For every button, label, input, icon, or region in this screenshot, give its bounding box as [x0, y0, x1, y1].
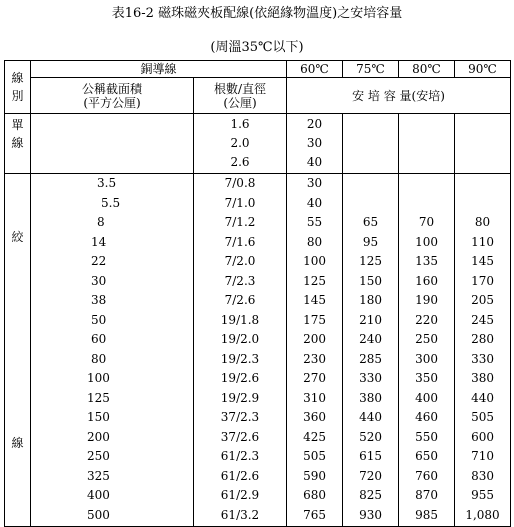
single-area-column — [31, 114, 194, 174]
stranded-size-cell: 7/1.0 — [224, 195, 256, 210]
stranded-area-cell: 14 — [91, 234, 107, 249]
stranded-60-cell: 125 — [303, 273, 326, 288]
stranded-60-cell: 590 — [303, 468, 326, 483]
stranded-75-cell: 150 — [359, 273, 382, 288]
single-80-cell — [399, 153, 454, 172]
single-wire-label: 單線 — [5, 114, 31, 174]
nominal-area-unit: (平方公厘) — [83, 95, 141, 110]
stranded-size-cell: 61/2.6 — [220, 468, 260, 483]
stranded-size-column — [194, 174, 287, 527]
stranded-80-cell: 550 — [415, 429, 438, 444]
stranded-60-cell: 200 — [303, 332, 326, 346]
stranded-size-cell: 19/1.8 — [220, 312, 260, 327]
stranded-75-cell: 930 — [359, 507, 382, 522]
single-75-cell — [343, 134, 398, 153]
stranded-60-cell: 505 — [303, 449, 326, 463]
stranded-size-cell: 7/2.3 — [224, 273, 256, 288]
stranded-area-cell: 150 — [87, 410, 110, 424]
single-75-column — [343, 114, 399, 174]
stranded-size-cell: 37/2.3 — [220, 410, 260, 424]
stranded-80-cell: 870 — [415, 488, 438, 502]
stranded-size-cell: 19/2.3 — [220, 351, 260, 366]
nominal-area-label: 公稱截面積 — [81, 81, 142, 96]
stranded-75-cell: 720 — [359, 468, 382, 483]
temp-80-header: 80℃ — [399, 61, 455, 78]
stranded-90-cell: 280 — [471, 332, 494, 346]
stranded-90-cell: 205 — [471, 293, 494, 307]
single-area-cell — [31, 134, 193, 153]
single-90-column — [455, 114, 511, 174]
stranded-90-cell: 1,080 — [465, 507, 500, 522]
stranded-area-cell: 100 — [87, 371, 110, 385]
stranded-80-cell: 70 — [418, 215, 435, 229]
stranded-area-cell: 200 — [87, 429, 110, 444]
temp-75-header: 75℃ — [343, 61, 399, 78]
stranded-80-cell: 100 — [415, 234, 438, 249]
stranded-75-cell — [343, 194, 398, 214]
single-90-cell — [455, 134, 510, 153]
stranded-75-cell: 210 — [359, 312, 382, 327]
stranded-area-cell: 250 — [87, 449, 110, 463]
stranded-60-cell: 230 — [303, 351, 326, 366]
stranded-area-cell: 8 — [97, 215, 105, 229]
stranded-80-cell: 160 — [415, 273, 438, 288]
temp-90-header: 90℃ — [455, 61, 511, 78]
single-75-cell — [343, 115, 398, 134]
single-90-cell — [455, 153, 510, 172]
stranded-90-cell: 955 — [471, 488, 494, 502]
stranded-90-cell: 80 — [474, 215, 491, 229]
single-size-cell: 2.6 — [230, 155, 250, 169]
stranded-label-top: 絞 — [11, 230, 24, 244]
single-size-cell: 1.6 — [230, 117, 250, 131]
stranded-size-cell: 19/2.9 — [220, 390, 260, 405]
stranded-area-cell: 125 — [87, 390, 110, 405]
stranded-75-cell — [343, 174, 398, 194]
stranded-size-cell: 61/2.3 — [220, 449, 260, 463]
stranded-60-cell: 80 — [306, 234, 323, 249]
ampacity-table — [4, 60, 511, 527]
stranded-area-cell: 22 — [91, 254, 107, 268]
single-80-cell — [399, 115, 454, 134]
stranded-75-cell: 615 — [359, 449, 382, 463]
single-75-cell — [343, 153, 398, 172]
stranded-80-cell: 400 — [415, 390, 438, 405]
stranded-60-cell: 425 — [303, 429, 326, 444]
stranded-area-cell: 80 — [91, 351, 107, 366]
stranded-60-cell: 40 — [306, 195, 323, 210]
stranded-80-cell: 135 — [415, 254, 438, 268]
stranded-60-cell: 310 — [303, 390, 326, 405]
single-80-cell — [399, 134, 454, 153]
stranded-75-cell: 125 — [359, 254, 382, 268]
stranded-area-column — [31, 174, 194, 527]
single-60-cell: 40 — [306, 155, 323, 169]
stranded-80-cell: 300 — [415, 351, 438, 366]
stranded-size-cell: 7/2.0 — [224, 254, 256, 268]
stranded-size-cell: 61/2.9 — [220, 488, 260, 502]
stranded-60-cell: 30 — [306, 176, 323, 190]
ampacity-header: 安 培 容 量(安培) — [287, 78, 511, 114]
stranded-80-cell — [399, 194, 454, 214]
table-title: 表16-2 磁珠磁夾板配線(依絕緣物溫度)之安培容量 — [111, 6, 403, 21]
stranded-75-column — [343, 174, 399, 527]
stranded-75-cell: 240 — [359, 332, 382, 346]
stranded-80-cell: 250 — [415, 332, 438, 346]
single-area-cell — [31, 153, 193, 172]
stranded-80-cell: 460 — [415, 410, 438, 424]
stranded-90-cell: 440 — [471, 390, 494, 405]
stranded-90-cell: 710 — [471, 449, 494, 463]
stranded-area-cell: 38 — [91, 293, 107, 307]
stranded-75-cell: 330 — [359, 371, 382, 385]
stranded-60-cell: 765 — [303, 507, 326, 522]
stranded-size-cell: 61/3.2 — [220, 507, 260, 522]
stranded-60-cell: 55 — [306, 215, 323, 229]
stranded-90-cell: 170 — [471, 273, 494, 288]
stranded-size-cell: 7/1.2 — [224, 215, 256, 229]
stranded-area-cell: 3.5 — [97, 176, 117, 190]
stranded-60-cell: 680 — [303, 488, 326, 502]
stranded-75-cell: 380 — [359, 390, 382, 405]
stranded-area-cell: 400 — [87, 488, 110, 502]
count-diameter-label: 根數/直徑 — [213, 81, 267, 96]
stranded-size-cell: 19/2.6 — [220, 371, 260, 385]
stranded-80-cell: 190 — [415, 293, 438, 307]
stranded-wire-label — [5, 174, 31, 527]
single-80-column — [399, 114, 455, 174]
nominal-area-header — [31, 78, 194, 114]
stranded-60-column — [287, 174, 343, 527]
stranded-75-cell: 65 — [362, 215, 379, 229]
single-size-column — [194, 114, 287, 174]
stranded-75-cell: 825 — [359, 488, 382, 502]
stranded-75-cell: 440 — [359, 410, 382, 424]
stranded-60-cell: 145 — [303, 293, 326, 307]
ambient-condition: (周溫35℃以下) — [210, 40, 304, 55]
stranded-area-cell: 30 — [91, 273, 107, 288]
stranded-90-cell: 330 — [471, 351, 494, 366]
stranded-75-cell: 180 — [359, 293, 382, 307]
stranded-label-bottom: 線 — [11, 436, 24, 450]
stranded-80-cell: 650 — [415, 449, 438, 463]
count-diameter-unit: (公厘) — [223, 95, 257, 110]
single-90-cell — [455, 115, 510, 134]
stranded-90-cell: 145 — [471, 254, 494, 268]
stranded-60-cell: 100 — [303, 254, 326, 268]
stranded-90-cell: 830 — [471, 468, 494, 483]
stranded-80-cell: 220 — [415, 312, 438, 327]
stranded-75-cell: 520 — [359, 429, 382, 444]
stranded-80-cell: 760 — [415, 468, 438, 483]
stranded-60-cell: 270 — [303, 371, 326, 385]
stranded-90-cell — [455, 194, 510, 214]
single-area-cell — [31, 115, 193, 134]
stranded-90-cell: 600 — [471, 429, 494, 444]
stranded-size-cell: 7/2.6 — [224, 293, 256, 307]
count-diameter-header — [194, 78, 287, 114]
stranded-90-cell: 380 — [471, 371, 494, 385]
wire-type-header: 線別 — [5, 61, 31, 114]
stranded-60-cell: 360 — [303, 410, 326, 424]
stranded-90-column — [455, 174, 511, 527]
stranded-size-cell: 19/2.0 — [220, 332, 260, 346]
stranded-75-cell: 285 — [359, 351, 382, 366]
stranded-area-cell: 50 — [91, 312, 107, 327]
stranded-area-cell: 60 — [91, 332, 107, 346]
stranded-60-cell: 175 — [303, 312, 326, 327]
stranded-90-cell: 505 — [471, 410, 494, 424]
single-60-cell: 20 — [306, 117, 323, 131]
stranded-size-cell: 7/0.8 — [224, 176, 256, 190]
stranded-area-cell: 325 — [87, 468, 110, 483]
stranded-area-cell: 500 — [87, 507, 110, 522]
stranded-80-cell: 350 — [415, 371, 438, 385]
stranded-80-cell: 985 — [415, 507, 438, 522]
stranded-90-cell: 245 — [471, 312, 494, 327]
single-size-cell: 2.0 — [230, 136, 250, 150]
stranded-90-cell — [455, 174, 510, 194]
stranded-80-cell — [399, 174, 454, 194]
stranded-area-cell: 5.5 — [101, 195, 121, 210]
stranded-80-column — [399, 174, 455, 527]
stranded-90-cell: 110 — [471, 234, 494, 249]
stranded-size-cell: 37/2.6 — [220, 429, 260, 444]
single-60-cell: 30 — [306, 136, 323, 150]
single-60-column — [287, 114, 343, 174]
stranded-size-cell: 7/1.6 — [224, 234, 256, 249]
copper-wire-header: 銅導線 — [31, 61, 287, 78]
temp-60-header: 60℃ — [287, 61, 343, 78]
stranded-75-cell: 95 — [362, 234, 379, 249]
